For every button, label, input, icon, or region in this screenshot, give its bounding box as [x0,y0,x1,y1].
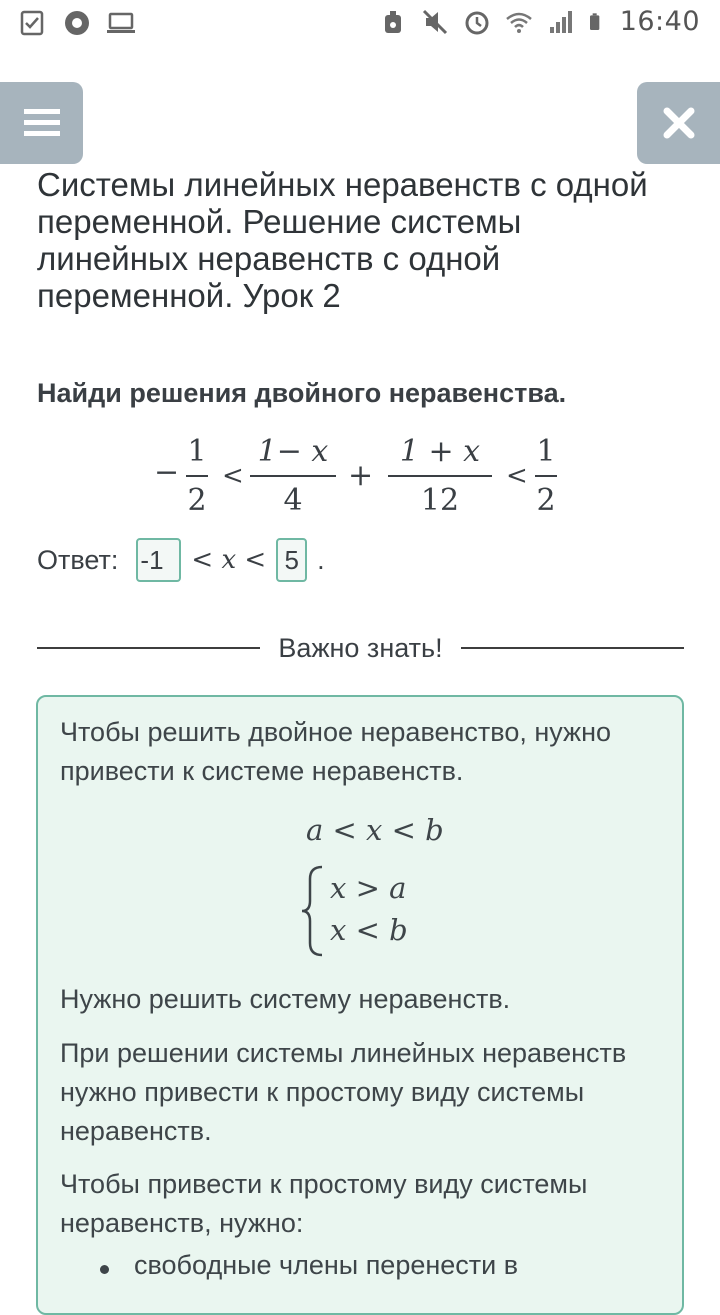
answer-middle: < x < [191,545,267,575]
answer-upper-input[interactable]: 5 [276,538,307,582]
close-button[interactable] [637,82,720,164]
plus-sign: + [348,458,374,493]
frac3-den: 12 [420,483,460,518]
frac1-den: 2 [187,483,207,518]
math-system-line-2: x < b [330,913,408,947]
important-heading: Важно знать! [278,632,443,663]
wifi-icon [504,7,534,37]
answer-row [37,534,325,586]
answer-end: . [317,544,325,575]
info-bullet-1: свободные члены перенести в [134,1250,519,1280]
frac2-num: 1− x [257,434,329,469]
lt-sign-1: < [222,461,244,491]
info-paragraph-2: Нужно решить систему неравенств. [60,984,511,1014]
battery-icon [588,7,608,37]
important-divider [37,628,684,668]
shield-icon [62,8,92,38]
mute-icon [420,7,450,37]
bullet-dot [100,1265,109,1274]
neg-sign: − [154,455,180,490]
info-paragraph-3: При решении системы линейных неравенств нужно привести к простому виду системы неравенств. [60,1038,627,1146]
lesson-title: Системы линейных неравенств с одной переменной. Решение системы линейных неравенств с одной переменной. Урок 2 [37,166,648,314]
math-double-inequality: a < x < b [306,813,444,847]
answer-label: Ответ: [37,544,119,575]
important-info-box [36,695,684,1315]
frac4-den: 2 [536,483,556,518]
alarm-icon [462,7,492,37]
frac3-num: 1 + x [399,434,481,469]
lt-sign-2: < [506,461,528,491]
divider-line-right [461,647,684,649]
math-system-line-1: x > a [330,871,407,905]
close-icon [662,106,696,140]
info-paragraph-1: Чтобы решить двойное неравенство, нужно привести к системе неравенств. [60,717,612,786]
status-time: 16:40 [619,6,700,37]
cast-icon [378,7,408,37]
status-bar [0,0,720,48]
answer-lower-input[interactable]: -1 [136,538,181,582]
task-prompt: Найди решения двойного неравенства. [37,378,567,408]
menu-button[interactable] [0,82,83,164]
info-paragraph-4: Чтобы привести к простому виду системы неравенств, нужно: [60,1169,588,1238]
laptop-icon [106,8,136,38]
frac1-num: 1 [187,434,207,469]
double-inequality [140,430,580,520]
divider-line-left [37,647,260,649]
signal-icon [546,7,576,37]
checkbox-icon [18,8,48,38]
hamburger-icon [22,107,62,139]
system-brace [300,865,326,957]
frac4-num: 1 [536,434,556,469]
frac2-den: 4 [283,483,303,518]
